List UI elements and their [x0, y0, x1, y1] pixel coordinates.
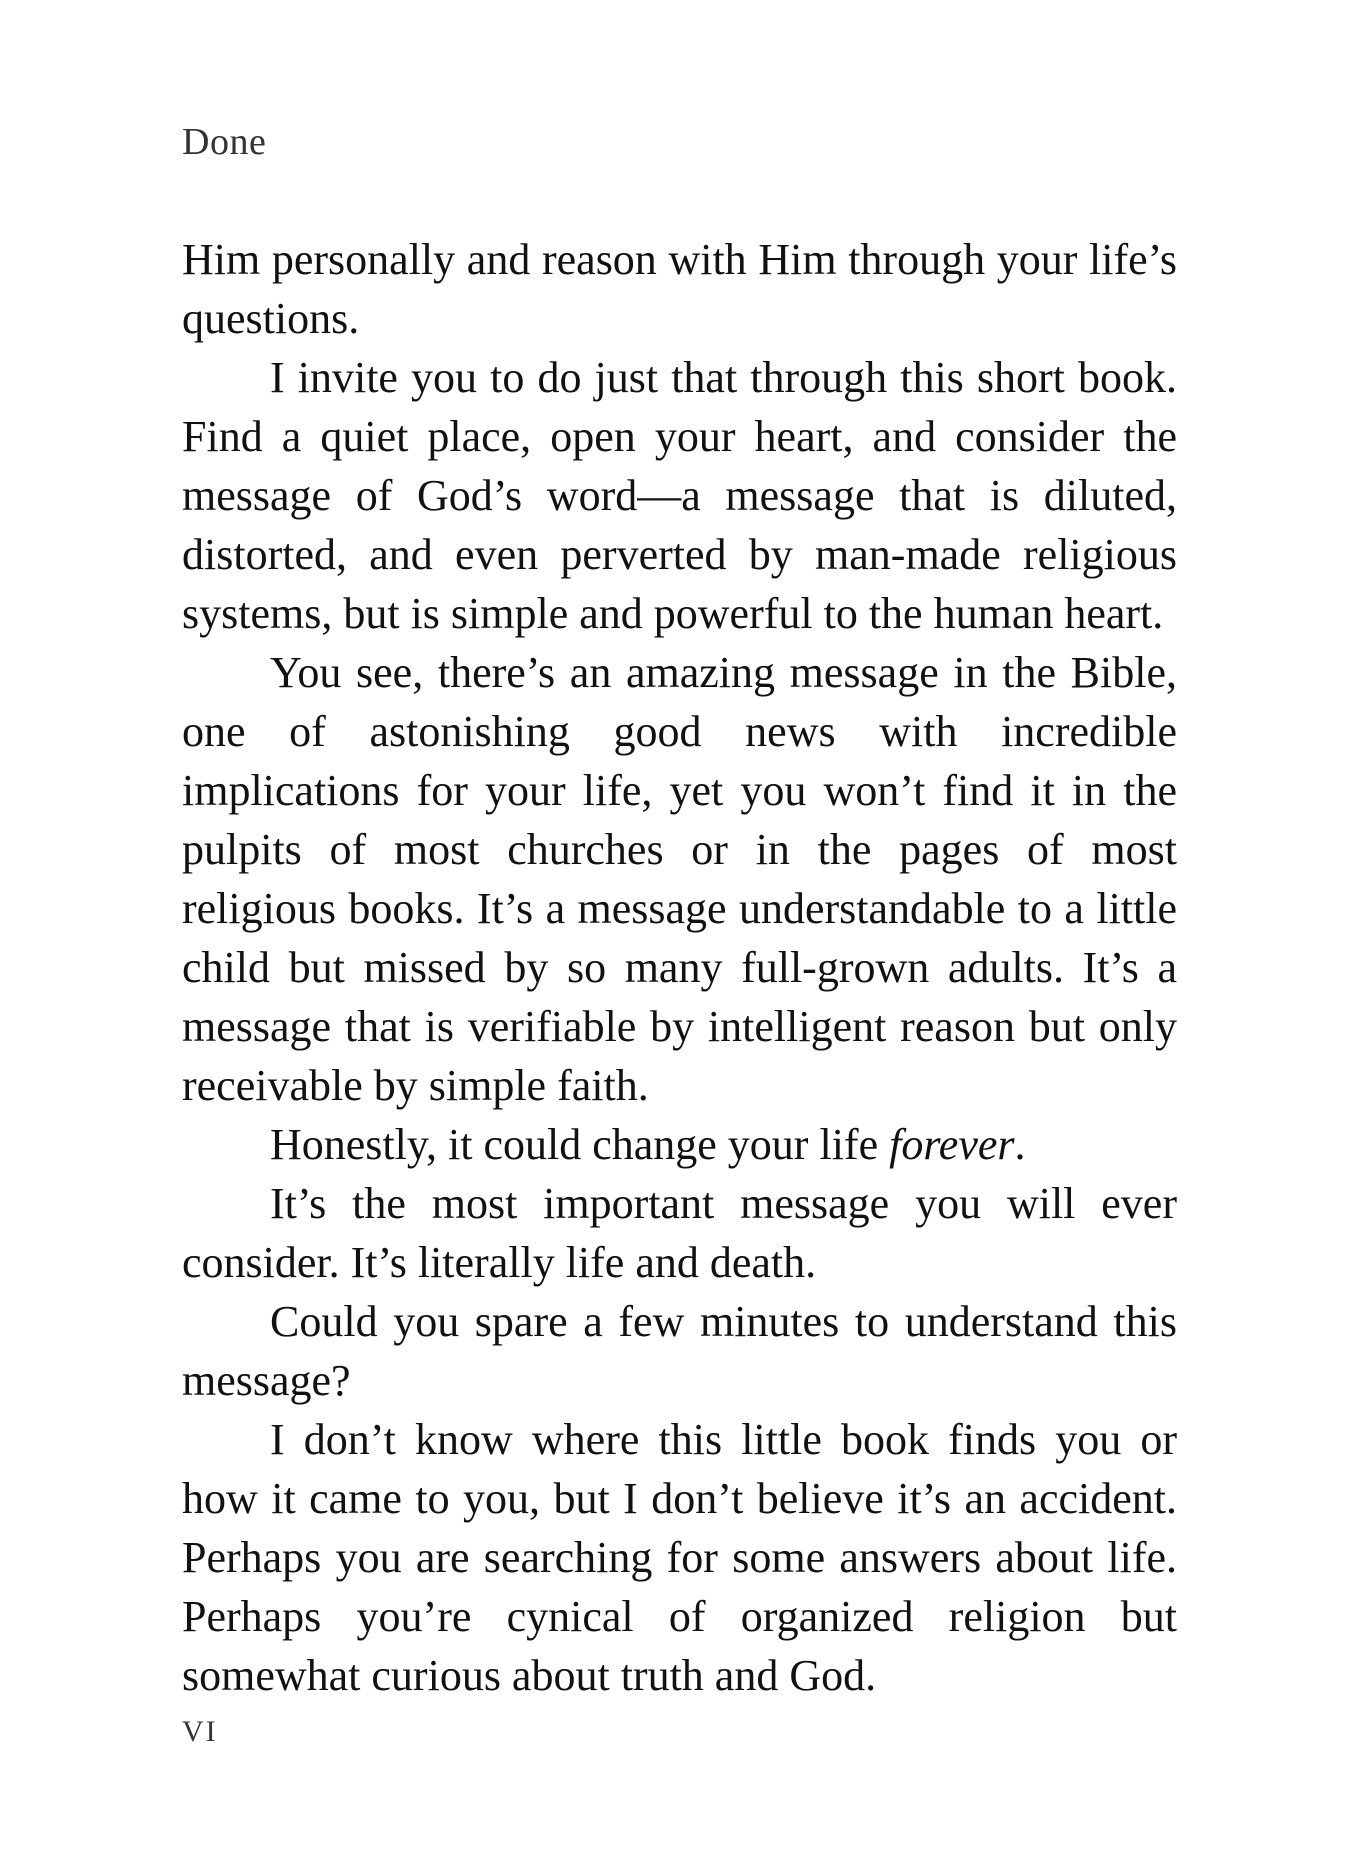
paragraph: It’s the most important message you will ever consider. It’s literally life and death.: [182, 1179, 1177, 1287]
paragraph-text: Honestly, it could change your life: [270, 1120, 890, 1169]
paragraph-continued: Him personally and reason with Him through your life’s questions.: [182, 235, 1177, 343]
paragraph: I invite you to do just that through this short book. Find a quiet place, open your heart, and consider the message of God’s word—a message that is diluted, distorted, and even perverted by man-made religious systems, but is simple and powerful to the human heart.: [182, 353, 1177, 638]
page-number: VI: [182, 1715, 218, 1748]
running-head-title: Done: [182, 121, 267, 163]
paragraph-forever: [182, 1115, 1177, 1174]
paragraph: I don’t know where this little book finds you or how it came to you, but I don’t believe it’s an accident. Perhaps you are searching for some answers about life. Perhaps you’re cynical of organized religion but somewhat curious about truth and God.: [182, 1415, 1177, 1700]
paragraph-text: .: [1014, 1120, 1026, 1169]
body-text: [182, 230, 1177, 1705]
paragraph: You see, there’s an amazing message in the Bible, one of astonishing good news with incredible implications for your life, yet you won’t find it in the pulpits of most churches or in the pages of most religious books. It’s a message understandable to a little child but missed by so many full-grown adults. It’s a message that is verifiable by intelligent reason but only receivable by simple faith.: [182, 648, 1177, 1110]
paragraph: Could you spare a few minutes to understand this message?: [182, 1297, 1177, 1405]
emphasis-forever: forever: [889, 1120, 1015, 1169]
